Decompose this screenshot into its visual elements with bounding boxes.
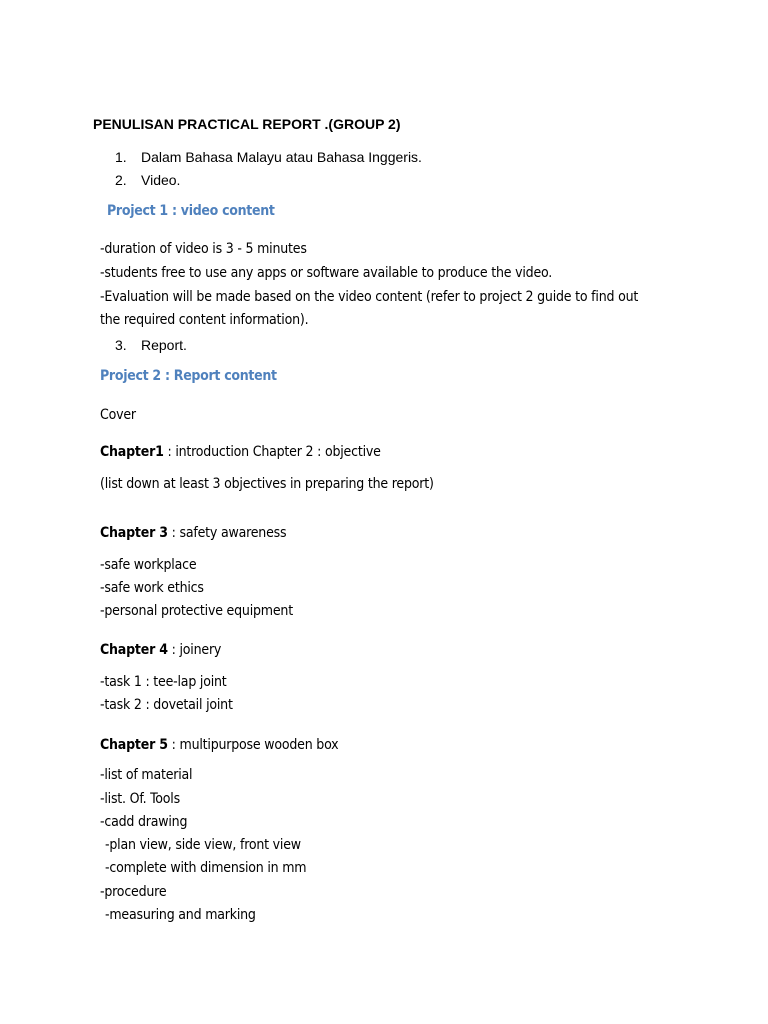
chapter-label: Chapter 5 (100, 737, 168, 753)
list-number: 3. (115, 337, 127, 353)
chapter-3-item: -personal protective equipment (100, 603, 293, 619)
list-text: Video. (141, 172, 181, 188)
list-text: Report. (141, 337, 187, 353)
document-title: PENULISAN PRACTICAL REPORT .(GROUP 2) (93, 116, 401, 132)
project1-line-3: -Evaluation will be made based on the video content (refer to project 2 guide to find out (100, 289, 639, 305)
list-item-1 (115, 149, 422, 165)
project1-line-2: -students free to use any apps or software available to produce the video. (100, 265, 553, 281)
list-item-2 (115, 172, 180, 188)
chapter-3-item: -safe work ethics (100, 580, 204, 596)
list-number: 2. (115, 172, 127, 188)
project2-heading: Project 2 : Report content (100, 368, 277, 384)
cover-label: Cover (100, 407, 136, 423)
chapter-4-item: -task 1 : tee-lap joint (100, 674, 227, 690)
chapter-title: : introduction Chapter 2 : objective (163, 444, 381, 460)
chapter-5-line (100, 737, 338, 753)
chapter-4-item: -task 2 : dovetail joint (100, 697, 233, 713)
list-text: Dalam Bahasa Malayu atau Bahasa Inggeris. (141, 149, 422, 165)
list-item-3 (115, 337, 187, 353)
project1-line-1: -duration of video is 3 - 5 minutes (100, 241, 307, 257)
chapter-5-item: -procedure (100, 884, 167, 900)
chapter-5-subitem: -measuring and marking (105, 907, 256, 923)
chapter-5-item: -cadd drawing (100, 814, 188, 830)
chapter-title: : joinery (167, 642, 222, 658)
chapter-5-item: -list. Of. Tools (100, 791, 180, 807)
chapter-label: Chapter 3 (100, 525, 168, 541)
chapter-3-item: -safe workplace (100, 557, 197, 573)
chapter-4-line (100, 642, 221, 658)
chapter-title: : safety awareness (167, 525, 287, 541)
project1-line-4: the required content information). (100, 312, 309, 328)
chapter-5-item: -list of material (100, 767, 193, 783)
list-number: 1. (115, 149, 127, 165)
project1-heading: Project 1 : video content (107, 203, 275, 219)
chapter-title: : multipurpose wooden box (167, 737, 339, 753)
objectives-note: (list down at least 3 objectives in preparing the report) (100, 476, 434, 492)
chapter-3-line (100, 525, 286, 541)
chapter-label: Chapter1 (100, 444, 164, 460)
chapter-5-subitem: -complete with dimension in mm (105, 860, 307, 876)
chapter-1-line (100, 444, 381, 460)
chapter-5-subitem: -plan view, side view, front view (105, 837, 301, 853)
chapter-label: Chapter 4 (100, 642, 168, 658)
